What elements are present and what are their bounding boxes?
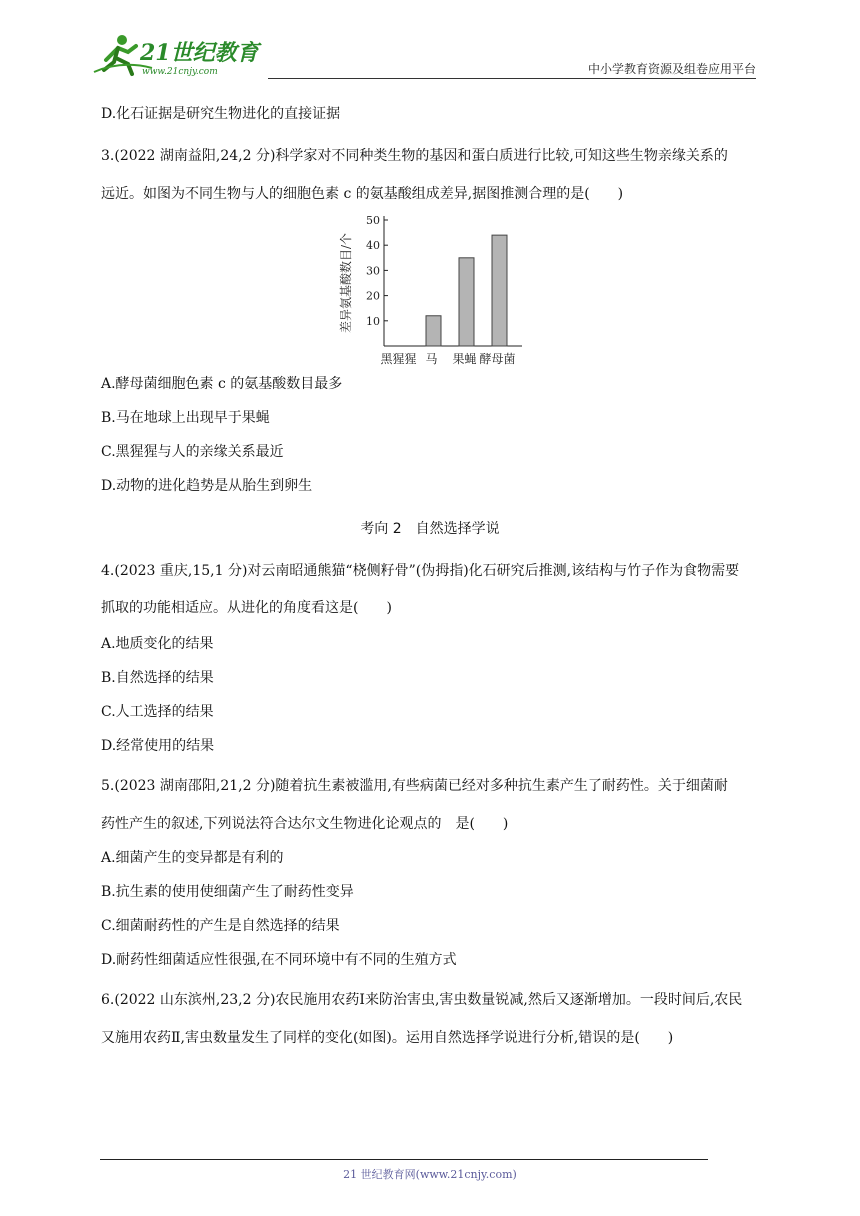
q3-option-d: D.动物的进化趋势是从胎生到卵生 xyxy=(101,478,313,494)
q5-option-b: B.抗生素的使用使细菌产生了耐药性变异 xyxy=(101,884,354,900)
q5-option-a: A.细菌产生的变异都是有利的 xyxy=(101,850,284,866)
footer-site-link[interactable]: 21 世纪教育网(www.21cnjy.com) xyxy=(343,1168,517,1181)
y-tick-label: 30 xyxy=(366,264,380,278)
q3-option-b: B.马在地球上出现早于果蝇 xyxy=(101,410,270,426)
q3-option-c: C.黑猩猩与人的亲缘关系最近 xyxy=(101,444,284,460)
amino-acid-difference-chart xyxy=(336,210,526,370)
y-tick-label: 10 xyxy=(366,314,380,328)
q4-stem-line1: 4.(2023 重庆,15,1 分)对云南昭通熊猫“桡侧籽骨”(伪拇指)化石研究后推测,该结构与竹子作为食物需要 xyxy=(101,563,740,579)
logo-text: 21世纪教育 xyxy=(140,40,259,66)
q6-stem-line2: 又施用农药Ⅱ,害虫数量发生了同样的变化(如图)。运用自然选择学说进行分析,错误的是( ) xyxy=(101,1030,674,1046)
y-tick-label: 50 xyxy=(366,214,380,227)
q3-option-a: A.酵母菌细胞色素 c 的氨基酸数目最多 xyxy=(101,376,343,392)
q5-option-d: D.耐药性细菌适应性很强,在不同环境中有不同的生殖方式 xyxy=(101,952,457,968)
q4-stem-line2: 抓取的功能相适应。从进化的角度看这是( ) xyxy=(101,600,392,616)
q4-option-d: D.经常使用的结果 xyxy=(101,738,215,754)
q5-stem-line2: 药性产生的叙述,下列说法符合达尔文生物进化论观点的 是( ) xyxy=(101,816,509,832)
header-divider xyxy=(268,78,756,79)
category-label: 马 xyxy=(425,352,438,366)
q3-stem-line2: 远近。如图为不同生物与人的细胞色素 c 的氨基酸组成差异,据图推测合理的是( ) xyxy=(101,186,624,202)
q2-option-d: D.化石证据是研究生物进化的直接证据 xyxy=(101,106,341,122)
q4-option-a: A.地质变化的结果 xyxy=(101,636,214,652)
q3-stem-line1: 3.(2022 湖南益阳,24,2 分)科学家对不同种类生物的基因和蛋白质进行比较,可知这些生物亲缘关系的 xyxy=(101,148,728,164)
category-label: 果蝇 xyxy=(452,352,477,366)
y-tick-label: 40 xyxy=(366,239,380,253)
q6-stem-line1: 6.(2022 山东滨州,23,2 分)农民施用农药Ⅰ来防治害虫,害虫数量锐减,然后又逐渐增加。一段时间后,农民 xyxy=(101,992,743,1008)
bar xyxy=(459,258,474,346)
section-title: 考向 2 自然选择学说 xyxy=(360,521,500,537)
q5-stem-line1: 5.(2023 湖南邵阳,21,2 分)随着抗生素被滥用,有些病菌已经对多种抗生素产生了耐药性。关于细菌耐 xyxy=(101,778,728,794)
header-platform-text: 中小学教育资源及组卷应用平台 xyxy=(587,62,756,76)
q4-option-b: B.自然选择的结果 xyxy=(101,670,214,686)
site-logo[interactable] xyxy=(92,30,262,78)
bar xyxy=(426,316,441,346)
category-label: 黑猩猩 xyxy=(380,352,417,366)
q4-option-c: C.人工选择的结果 xyxy=(101,704,214,720)
category-label: 酵母菌 xyxy=(479,352,516,366)
footer-divider xyxy=(100,1159,708,1160)
y-axis-label: 差异氨基酸数目/个 xyxy=(339,232,353,334)
y-tick-label: 20 xyxy=(366,289,380,303)
bar xyxy=(492,235,507,346)
q5-option-c: C.细菌耐药性的产生是自然选择的结果 xyxy=(101,918,340,934)
logo-runner-icon xyxy=(92,30,262,78)
logo-url: www.21cnjy.com xyxy=(142,67,218,77)
